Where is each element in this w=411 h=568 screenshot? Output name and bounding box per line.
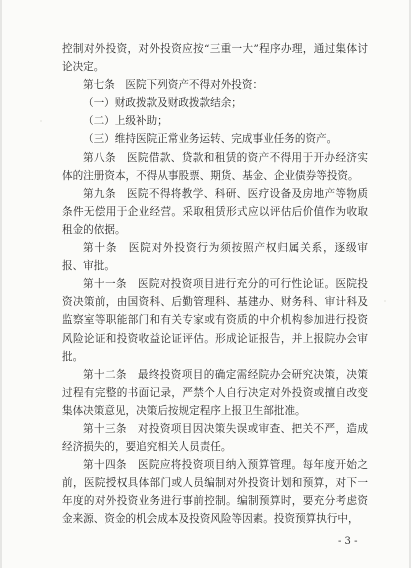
article-13: 第十三条 对投资项目因决策失误或审查、把关不严，造成经济损失的，要追究相关人员责任。 xyxy=(62,422,368,454)
document-body xyxy=(62,40,368,529)
article-7-item-3: （三）维持医院正常业务运转、完成事业任务的资产。 xyxy=(83,133,338,146)
article-7: 第七条 医院下列资产不得对外投资： xyxy=(83,79,264,92)
article-10: 第十条 医院对外投资行为须按照产权归属关系，逐级审报、审批。 xyxy=(62,242,368,273)
scan-speck xyxy=(384,300,386,302)
article-9: 第九条 医院不得将教学、科研、医疗设备及房地产等物质条件无偿用于企业经营。采取租赁形式应以评估后价值作为收取租金的依据。 xyxy=(62,187,368,236)
article-12: 第十二条 最终投资项目的确定需经院办会研究决策，决策过程有完整的书面记录，严禁个人自行决定对外投资或擅自改变集体决策意见，决策后按规定程序上报卫生部批准。 xyxy=(62,368,368,417)
article-8: 第八条 医院借款、贷款和租赁的资产不得用于开办经济实体的注册资本，不得从事股票、期货、基金、企业债券等投资。 xyxy=(62,151,368,182)
article-14: 第十四条 医院应将投资项目纳入预算管理。每年度开始之前，医院授权具体部门或人员编制对外投资计划和预算，对下一年度的对外投资业务进行事前控制。编制预算时，要充分考虑资金来源、资金的机会成本及投资风险等因素。投资预算执行中， xyxy=(62,459,368,526)
article-11: 第十一条 医院对投资项目进行充分的可行性论证。医院投资决策前，由国资科、后勤管理科、基建办、财务科、审计科及监察室等职能部门和有关专家或有资质的中介机构参加进行投资风险论证和投资收益论证评估。形成论证报告，并上报院办会审批。 xyxy=(62,278,368,363)
paragraph-continuation: 控制对外投资，对外投资应按“三重一大”程序办理，通过集体讨论决定。 xyxy=(62,43,368,74)
page-number: - 3 - xyxy=(338,536,358,547)
article-7-item-1: （一）财政拨款及财政拨款结余； xyxy=(83,97,242,110)
article-7-item-2: （二）上级补助； xyxy=(83,115,168,128)
scan-speck xyxy=(40,120,42,122)
